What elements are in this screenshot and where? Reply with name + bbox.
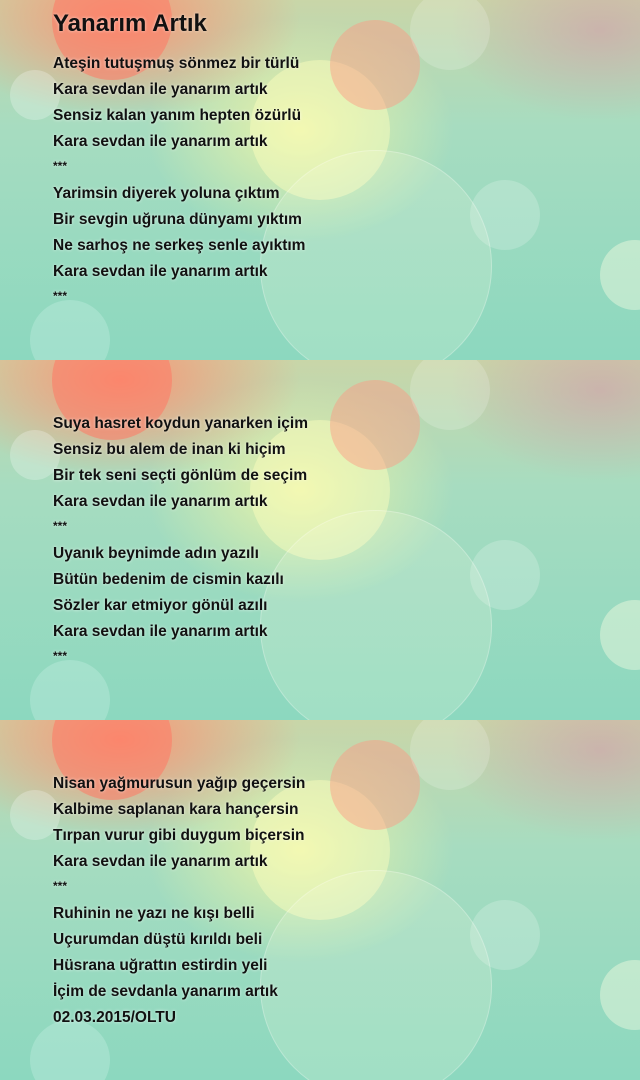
poem-line: Bir tek seni seçti gönlüm de seçim [53,467,308,484]
poem-line: Ateşin tutuşmuş sönmez bir türlü [53,55,300,72]
poem-line: Yarimsin diyerek yoluna çıktım [53,185,280,202]
poem-line: Ruhinin ne yazı ne kışı belli [53,905,255,922]
poem-line: Kara sevdan ile yanarım artık [53,853,268,870]
bokeh-circle [410,0,490,70]
bokeh-circle [330,380,420,470]
poem-line: Uyanık beynimde adın yazılı [53,545,259,562]
bokeh-circle [470,540,540,610]
stanza-separator: *** [53,649,68,663]
poem-panel-1 [0,0,640,360]
stanza-separator: *** [53,879,68,893]
poem-line: Sensiz kalan yanım hepten özürlü [53,107,302,124]
stanza-separator: *** [53,519,68,533]
bokeh-circle [600,960,640,1030]
bokeh-circle [410,360,490,430]
poem-line: Tırpan vurur gibi duygum biçersin [53,827,305,844]
stanza-separator: *** [53,289,68,303]
poem-line: Suya hasret koydun yanarken içim [53,415,308,432]
poem-line: Kara sevdan ile yanarım artık [53,623,268,640]
poem-line: Kalbime saplanan kara hançersin [53,801,299,818]
poem-panel-3 [0,720,640,1080]
poem-line: Nisan yağmurusun yağıp geçersin [53,775,306,792]
bokeh-circle [470,180,540,250]
poem-panel-2 [0,360,640,720]
bokeh-circle [330,740,420,830]
poem-date-place: 02.03.2015/OLTU [53,1009,176,1026]
bokeh-circle [260,870,492,1080]
stanza-separator: *** [53,159,68,173]
bokeh-circle [410,720,490,790]
poem-line: Kara sevdan ile yanarım artık [53,81,268,98]
bokeh-circle [30,300,110,360]
poem-line: Sözler kar etmiyor gönül azılı [53,597,268,614]
poem-title: Yanarım Artık [53,10,207,37]
poem-line: Bütün bedenim de cismin kazılı [53,571,284,588]
bokeh-circle [470,900,540,970]
bokeh-circle [260,150,492,360]
poem-line: Uçurumdan düştü kırıldı beli [53,931,263,948]
poem-line: Hüsrana uğrattın estirdin yeli [53,957,268,974]
poem-line: Bir sevgin uğruna dünyamı yıktım [53,211,302,228]
poem-line: Kara sevdan ile yanarım artık [53,493,268,510]
bokeh-circle [260,510,492,720]
poem-line: Kara sevdan ile yanarım artık [53,263,268,280]
poem-line: Sensiz bu alem de inan ki hiçim [53,441,286,458]
poem-line: İçim de sevdanla yanarım artık [53,983,278,1000]
bokeh-circle [330,20,420,110]
bokeh-circle [30,660,110,720]
bokeh-circle [600,600,640,670]
poem-line: Ne sarhoş ne serkeş senle ayıktım [53,237,306,254]
bokeh-circle [600,240,640,310]
poem-line: Kara sevdan ile yanarım artık [53,133,268,150]
bokeh-circle [30,1020,110,1080]
